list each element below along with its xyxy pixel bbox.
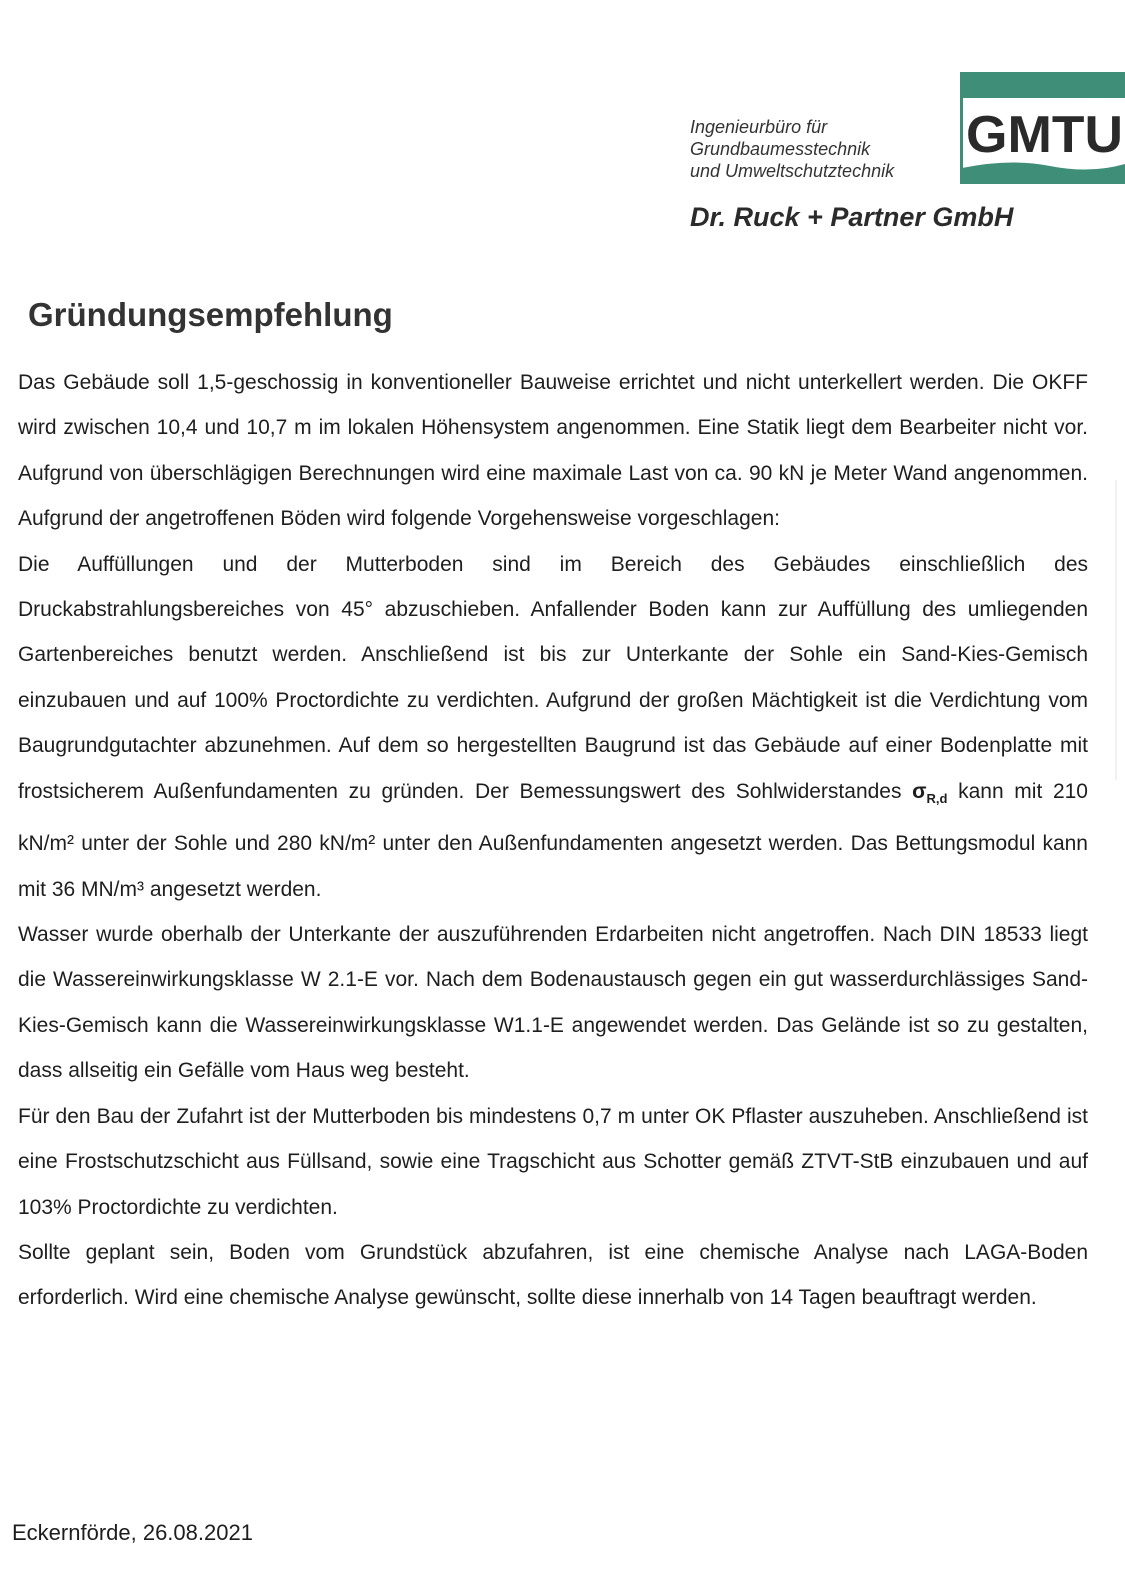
place-date: Eckernförde, 26.08.2021 bbox=[12, 1520, 253, 1545]
paragraph-text: kann mit 210 kN/m² unter der Sohle und 280 kN/m² unter den Außenfundamenten angesetzt werden. Das Bettungsmodul kann mit 36 MN/m³ angesetzt werden. bbox=[18, 779, 1088, 901]
logo-left-edge bbox=[960, 72, 963, 184]
company-description-line: Grundbaumesstechnik bbox=[690, 139, 871, 159]
paragraph bbox=[18, 360, 1088, 542]
paragraph bbox=[18, 542, 1088, 912]
logo-text: GMTU bbox=[966, 106, 1123, 164]
scan-edge-line bbox=[1115, 480, 1117, 780]
letterhead bbox=[690, 72, 1125, 242]
gmtu-logo bbox=[960, 72, 1125, 188]
sigma-subscript: R,d bbox=[926, 790, 948, 806]
company-description bbox=[690, 116, 960, 182]
paragraph-text: Sollte geplant sein, Boden vom Grundstück abzufahren, ist eine chemische Analyse nach LAGA-Boden erforderlich. Wird eine chemische Analyse gewünscht, sollte diese innerhalb von 14 Tagen beauftragt werden. bbox=[18, 1240, 1088, 1310]
paragraph-text: Das Gebäude soll 1,5-geschossig in konventioneller Bauweise errichtet und nicht unterkellert werden. Die OKFF wird zwischen 10,4 und 10,7 m im lokalen Höhensystem angenommen. Eine Statik liegt dem Bearbeiter nicht vor. Aufgrund von überschlägigen Berechnungen wird eine maximale Last von ca. 90 kN je Meter Wand angenommen. Aufgrund der angetroffenen Böden wird folgende Vorgehensweise vorgeschlagen: bbox=[18, 371, 1088, 531]
paragraph bbox=[18, 1230, 1088, 1321]
sigma-symbol bbox=[912, 779, 948, 806]
paragraph bbox=[18, 1094, 1088, 1230]
paragraph bbox=[18, 912, 1088, 1094]
paragraph-text: Die Auffüllungen und der Mutterboden sind im Bereich des Gebäudes einschließlich des Druckabstrahlungsbereiches von 45° abzuschieben. Anfallender Boden kann zur Auffüllung des umliegenden Gartenbereiches benutzt werden. Anschließend ist bis zur Unterkante der Sohle ein Sand-Kies-Gemisch einzubauen und auf 100% Proctordichte zu verdichten. Aufgrund der großen Mächtigkeit ist die Verdichtung vom Baugrundgutachter abzunehmen. Auf dem so hergestellten Baugrund ist das Gebäude auf einer Bodenplatte mit frostsicherem Außenfundamenten zu gründen. Der Bemessungswert des Sohlwiderstandes bbox=[18, 552, 1088, 803]
company-description-line: Ingenieurbüro für bbox=[690, 117, 828, 137]
paragraph-text: Für den Bau der Zufahrt ist der Mutterboden bis mindestens 0,7 m unter OK Pflaster auszuheben. Anschließend ist eine Frostschutzschicht aus Füllsand, sowie eine Tragschicht aus Schotter gemäß ZTVT-StB einzubauen und auf 103% Proctordichte zu verdichten. bbox=[18, 1104, 1088, 1219]
company-name: Dr. Ruck + Partner GmbH bbox=[690, 202, 1014, 232]
paragraph-text: Wasser wurde oberhalb der Unterkante der auszuführenden Erdarbeiten nicht angetroffen. Nach DIN 18533 liegt die Wassereinwirkungsklasse W 2.1-E vor. Nach dem Bodenaustausch gegen ein gut wasserdurchlässiges Sand-Kies-Gemisch kann die Wassereinwirkungsklasse W1.1-E angewendet werden. Das Gelände ist so zu gestalten, dass allseitig ein Gefälle vom Haus weg besteht. bbox=[18, 923, 1088, 1083]
company-description-line: und Umweltschutztechnik bbox=[690, 161, 895, 181]
document-title: Gründungsempfehlung bbox=[28, 296, 393, 333]
sigma-letter: σ bbox=[912, 779, 927, 803]
document-body bbox=[18, 360, 1088, 1321]
logo-top-band bbox=[962, 72, 1125, 98]
